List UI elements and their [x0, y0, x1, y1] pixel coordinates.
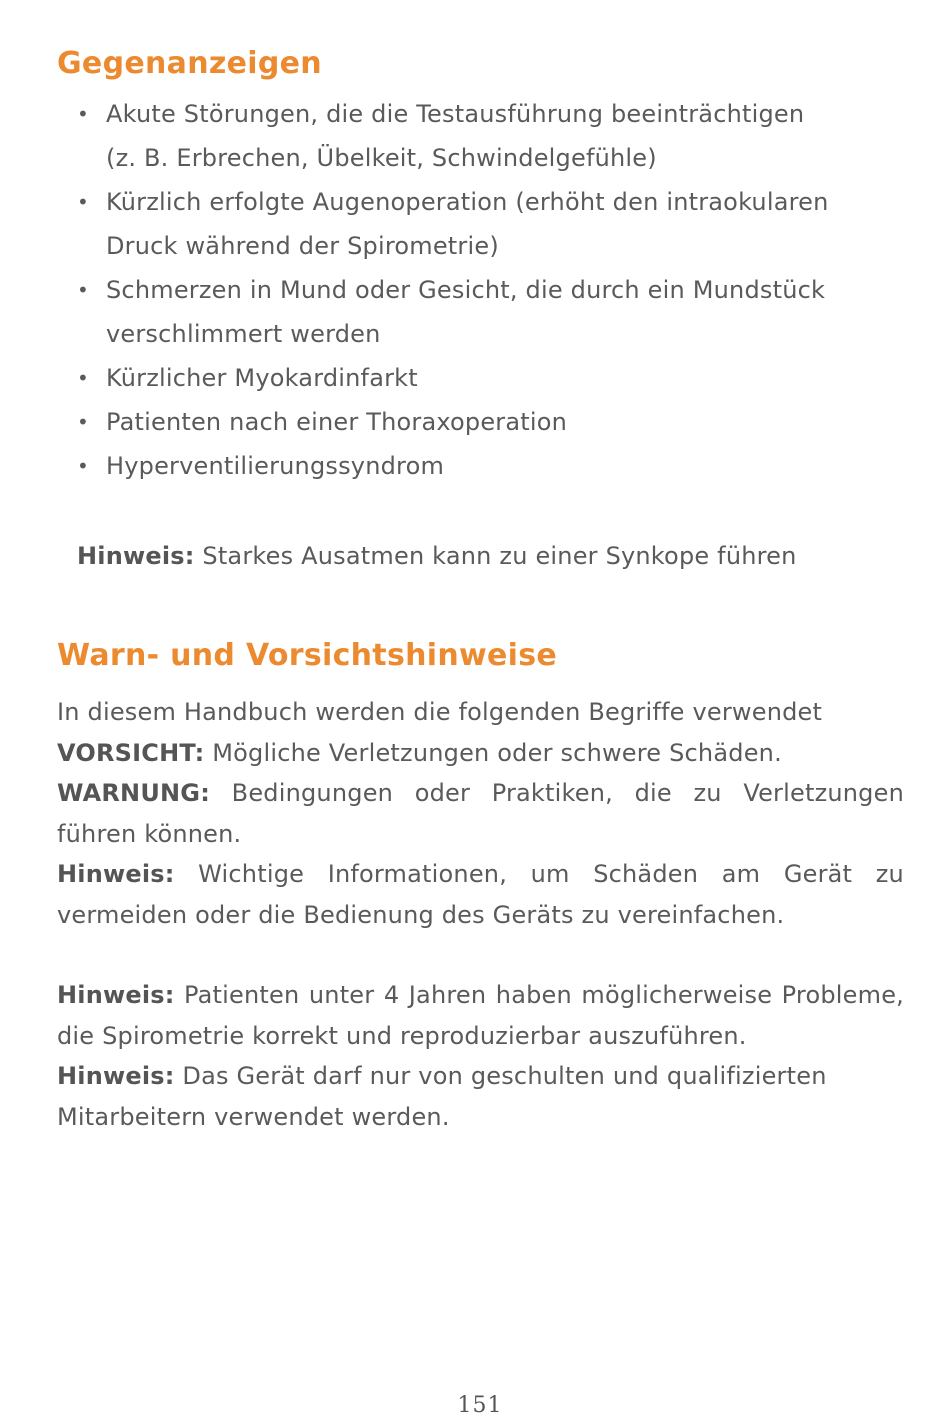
hint-word: Wichtige [198, 860, 305, 888]
note-label: Hinweis: [57, 981, 175, 1009]
note-text: Das Gerät darf nur von geschulten und qualifizierten Mitarbeitern verwendet werden. [57, 1062, 827, 1131]
list-item [57, 400, 917, 444]
note-label: Hinweis: [57, 1062, 175, 1090]
list-item-text: Patienten nach einer Thoraxoperation [106, 408, 568, 436]
bullet-icon: • [77, 366, 89, 390]
list-item-text: verschlimmert werden [106, 320, 381, 348]
hint-definition-line1 [57, 854, 904, 895]
warnings-block [57, 692, 904, 935]
bullet-icon: • [77, 410, 89, 434]
list-item-text: (z. B. Erbrechen, Übelkeit, Schwindelgefühle) [106, 144, 657, 172]
list-item-text: Schmerzen in Mund oder Gesicht, die durch ein Mundstück [106, 276, 826, 304]
warning-text: Bedingungen oder Praktiken, die zu Verletzungen führen können. [57, 779, 904, 848]
hint-word: zu [875, 860, 904, 888]
bullet-icon: • [77, 278, 89, 302]
heading-warnings: Warn- und Vorsichtshinweise [57, 638, 558, 673]
warning-definition [57, 773, 904, 854]
hint-label: Hinweis: [57, 860, 175, 888]
list-item [57, 356, 917, 400]
list-item [57, 444, 917, 488]
caution-definition [57, 733, 904, 774]
heading-contraindications: Gegenanzeigen [57, 46, 322, 81]
list-item [57, 180, 917, 268]
hint-word: Gerät [783, 860, 853, 888]
caution-label: VORSICHT: [57, 738, 205, 767]
list-item [57, 92, 917, 180]
bullet-icon: • [77, 454, 89, 478]
hint-word: um [530, 860, 570, 888]
list-item-text: Kürzlicher Myokardinfarkt [106, 364, 418, 392]
list-item-text: Druck während der Spirometrie) [106, 232, 499, 260]
note-text: Patienten unter 4 Jahren haben möglicherweise Probleme, die Spirometrie korrekt und reproduzierbar auszuführen. [57, 981, 904, 1050]
notes-block [57, 975, 904, 1137]
list-item-text: Hyperventilierungssyndrom [106, 452, 445, 480]
contraindications-list [57, 92, 917, 488]
note-text: Starkes Ausatmen kann zu einer Synkope führen [194, 542, 797, 570]
caution-text: Mögliche Verletzungen oder schwere Schäden. [204, 738, 782, 767]
hint-word: Schäden [593, 860, 699, 888]
bullet-icon: • [77, 190, 89, 214]
note-label: Hinweis: [77, 542, 195, 570]
list-item-text: Kürzlich erfolgte Augenoperation (erhöht den intraokularen [106, 188, 829, 216]
bullet-icon: • [77, 102, 89, 126]
hint-word: am [721, 860, 761, 888]
age-note [57, 975, 904, 1056]
list-item-text: Akute Störungen, die die Testausführung beeinträchtigen [106, 100, 805, 128]
hint-definition-line2: vermeiden oder die Bedienung des Geräts zu vereinfachen. [57, 900, 785, 929]
staff-note [57, 1056, 847, 1137]
syncope-note [77, 534, 797, 578]
page-number: 151 [457, 1393, 503, 1418]
warning-label: WARNUNG: [57, 779, 211, 807]
hint-word: Informationen, [327, 860, 508, 888]
intro-text: In diesem Handbuch werden die folgenden Begriffe verwendet [57, 698, 823, 726]
list-item [57, 268, 917, 356]
